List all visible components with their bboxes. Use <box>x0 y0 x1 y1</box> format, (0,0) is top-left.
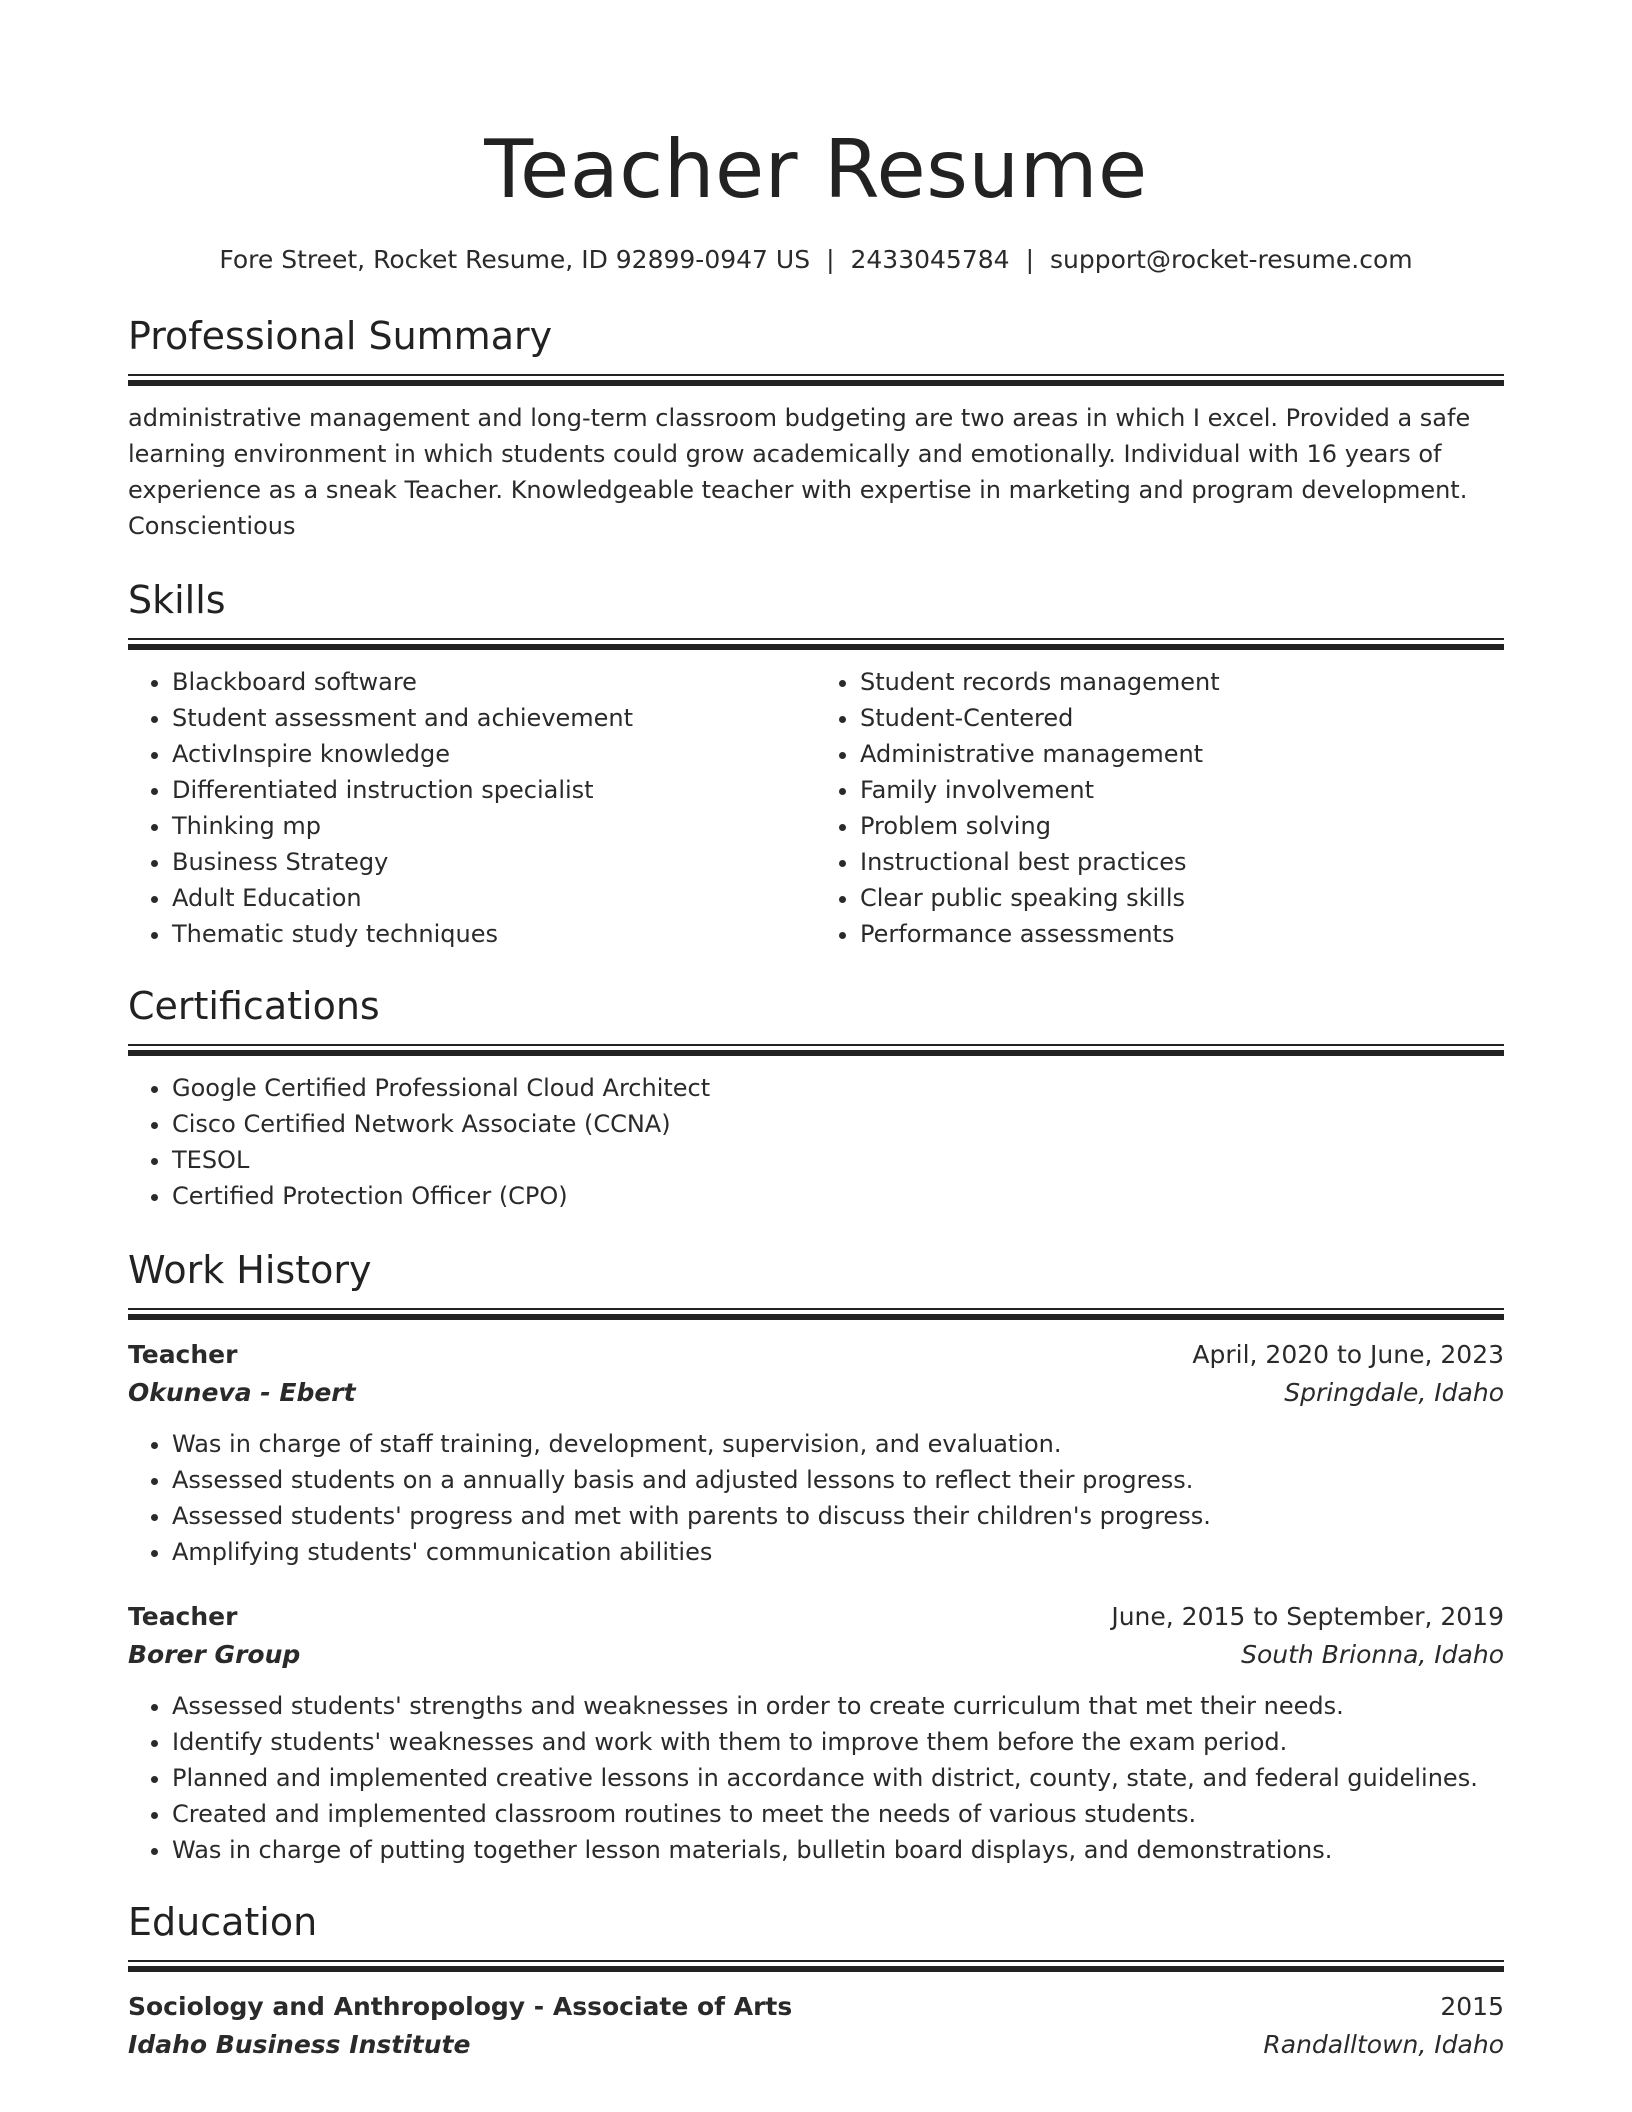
section-divider <box>128 1044 1504 1056</box>
job-company-row <box>128 1374 1504 1412</box>
skills-right-list <box>816 664 1504 952</box>
skill-item: • Administrative management <box>860 736 1504 772</box>
skill-item: • Student records management <box>860 664 1504 700</box>
education-degree: Sociology and Anthropology - Associate of Arts <box>128 1992 793 2021</box>
education-school-row <box>128 2026 1504 2064</box>
job-title: Teacher <box>128 1340 238 1369</box>
certification-item: • Cisco Certified Network Associate (CCNA) <box>172 1106 1504 1142</box>
job-bullets <box>128 1426 1504 1570</box>
education-header-row <box>128 1988 1504 2026</box>
job-dates: June, 2015 to September, 2019 <box>1111 1602 1504 1631</box>
education-year: 2015 <box>1440 1992 1504 2021</box>
certifications-list <box>128 1070 1504 1214</box>
skill-item: • ActivInspire knowledge <box>172 736 816 772</box>
job-company: Borer Group <box>128 1640 301 1669</box>
job-company-row <box>128 1636 1504 1674</box>
job-header-row <box>128 1336 1504 1374</box>
skills-section <box>128 576 1504 952</box>
work-history-heading: Work History <box>128 1248 372 1292</box>
skill-item: • Clear public speaking skills <box>860 880 1504 916</box>
skill-item: • Student-Centered <box>860 700 1504 736</box>
job-bullet: • Created and implemented classroom routines to meet the needs of various students. <box>172 1796 1504 1832</box>
certification-item: • Certified Protection Officer (CPO) <box>172 1178 1504 1214</box>
contact-line <box>128 242 1504 278</box>
job-company: Okuneva - Ebert <box>128 1378 356 1407</box>
summary-heading: Professional Summary <box>128 314 553 358</box>
certifications-section <box>128 982 1504 1214</box>
skill-item: • Business Strategy <box>172 844 816 880</box>
work-history-section <box>128 1246 1504 1868</box>
skill-item: • Thematic study techniques <box>172 916 816 952</box>
contact-separator: | <box>826 245 835 274</box>
skill-item: • Differentiated instruction specialist <box>172 772 816 808</box>
certification-item: • TESOL <box>172 1142 1504 1178</box>
job-bullet: • Assessed students on a annually basis and adjusted lessons to reflect their progress. <box>172 1462 1504 1498</box>
job-bullet: • Was in charge of staff training, development, supervision, and evaluation. <box>172 1426 1504 1462</box>
skills-heading: Skills <box>128 578 226 622</box>
job-location: Springdale, Idaho <box>1284 1378 1504 1407</box>
skill-item: • Adult Education <box>172 880 816 916</box>
section-divider <box>128 1960 1504 1972</box>
skills-left-list <box>128 664 816 952</box>
skill-item: • Performance assessments <box>860 916 1504 952</box>
education-entry <box>128 1988 1504 2064</box>
skills-columns <box>128 650 1504 952</box>
education-school: Idaho Business Institute <box>128 2030 471 2059</box>
section-divider <box>128 638 1504 650</box>
skill-item: • Blackboard software <box>172 664 816 700</box>
job-bullet: • Identify students' weaknesses and work with them to improve them before the exam period. <box>172 1724 1504 1760</box>
section-divider <box>128 374 1504 386</box>
skill-item: • Thinking mp <box>172 808 816 844</box>
job-header-row <box>128 1598 1504 1636</box>
contact-separator: | <box>1025 245 1034 274</box>
job-bullets <box>128 1688 1504 1868</box>
contact-phone: 2433045784 <box>850 245 1010 274</box>
skill-item: • Instructional best practices <box>860 844 1504 880</box>
section-divider <box>128 1308 1504 1320</box>
resume-title: Teacher Resume <box>484 123 1148 216</box>
job-dates: April, 2020 to June, 2023 <box>1192 1340 1504 1369</box>
job-bullet: • Assessed students' progress and met with parents to discuss their children's progress. <box>172 1498 1504 1534</box>
job-entry <box>128 1598 1504 1868</box>
education-section <box>128 1898 1504 2064</box>
skill-item: • Problem solving <box>860 808 1504 844</box>
job-bullet: • Assessed students' strengths and weaknesses in order to create curriculum that met their needs. <box>172 1688 1504 1724</box>
job-bullet: • Amplifying students' communication abilities <box>172 1534 1504 1570</box>
job-title: Teacher <box>128 1602 238 1631</box>
job-bullet: • Planned and implemented creative lessons in accordance with district, county, state, and federal guidelines. <box>172 1760 1504 1796</box>
skill-item: • Family involvement <box>860 772 1504 808</box>
education-location: Randalltown, Idaho <box>1263 2030 1504 2059</box>
education-heading: Education <box>128 1900 318 1944</box>
contact-address: Fore Street, Rocket Resume, ID 92899-0947 US <box>219 245 811 274</box>
certifications-heading: Certifications <box>128 984 380 1028</box>
summary-section <box>128 312 1504 544</box>
certification-item: • Google Certified Professional Cloud Architect <box>172 1070 1504 1106</box>
contact-email: support@rocket-resume.com <box>1050 245 1413 274</box>
job-bullet: • Was in charge of putting together lesson materials, bulletin board displays, and demonstrations. <box>172 1832 1504 1868</box>
summary-text: administrative management and long-term classroom budgeting are two areas in which I excel. Provided a safe learning environment in which students could grow academically and emotionally. Individual with 16 years of experience as a sneak Teacher. Knowledgeable teacher with expertise in marketing and program development. Conscientious <box>128 404 1471 540</box>
job-entry <box>128 1336 1504 1570</box>
job-location: South Brionna, Idaho <box>1241 1640 1504 1669</box>
skill-item: • Student assessment and achievement <box>172 700 816 736</box>
